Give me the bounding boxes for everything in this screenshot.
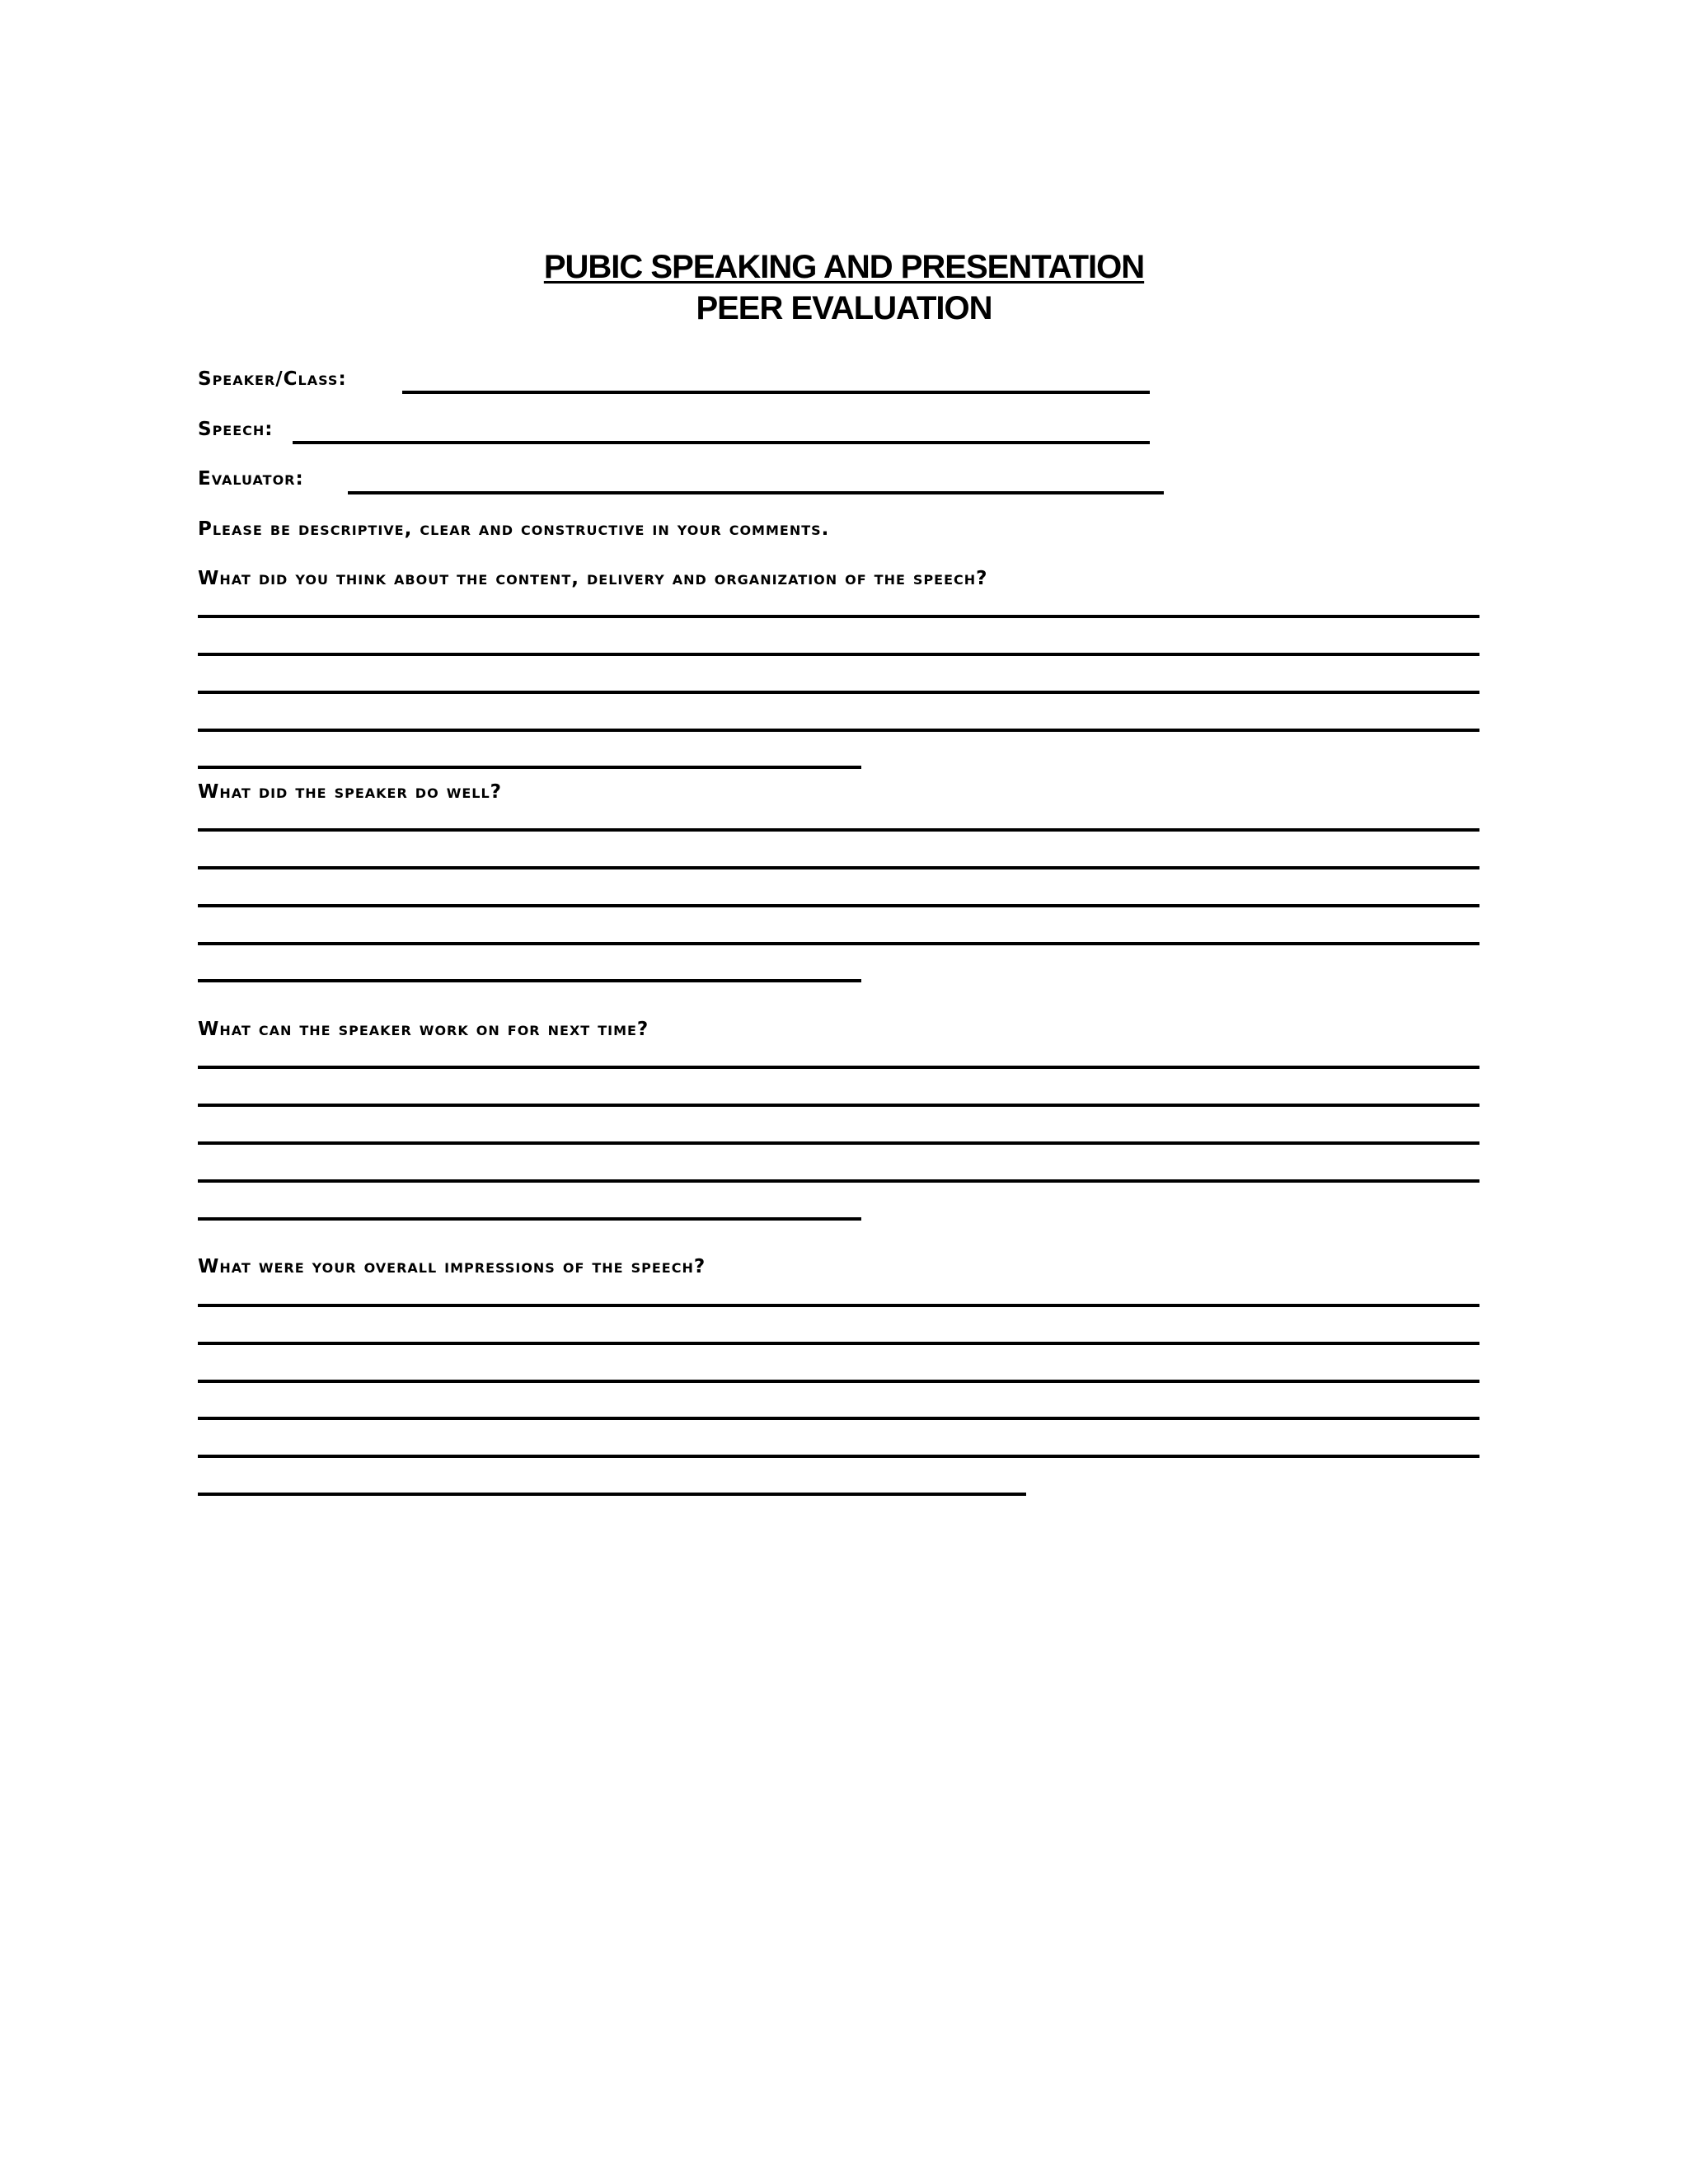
question-1-answer-line[interactable] — [198, 653, 1479, 656]
evaluator-field[interactable] — [348, 491, 1164, 494]
page-title-text: PUBIC SPEAKING AND PRESENTATION — [543, 249, 1145, 285]
question-1-answer-line[interactable] — [198, 729, 1479, 732]
question-1-answer-line[interactable] — [198, 615, 1479, 618]
question-2-label: What did the speaker do well? — [198, 781, 503, 803]
question-4-answer-line[interactable] — [198, 1342, 1479, 1345]
question-4-answer-line[interactable] — [198, 1380, 1479, 1383]
page-title — [0, 247, 1688, 287]
evaluator-label: Evaluator: — [198, 468, 304, 490]
question-1-answer-line[interactable] — [198, 766, 861, 769]
question-3-answer-line[interactable] — [198, 1104, 1479, 1107]
question-3-answer-line[interactable] — [198, 1179, 1479, 1183]
speaker-class-label: Speaker/Class: — [198, 368, 347, 390]
question-4-answer-line[interactable] — [198, 1304, 1479, 1307]
question-2-answer-line[interactable] — [198, 828, 1479, 832]
question-4-answer-line[interactable] — [198, 1493, 1026, 1496]
question-1-label: What did you think about the content, delivery and organization of the speech? — [198, 568, 988, 589]
speaker-class-field[interactable] — [402, 391, 1150, 394]
question-2-answer-line[interactable] — [198, 904, 1479, 907]
question-2-answer-line[interactable] — [198, 942, 1479, 945]
question-1-answer-line[interactable] — [198, 691, 1479, 694]
question-4-answer-line[interactable] — [198, 1455, 1479, 1458]
question-3-answer-line[interactable] — [198, 1141, 1479, 1145]
instructions-text: Please be descriptive, clear and constructive in your comments. — [198, 518, 830, 540]
speech-field[interactable] — [293, 441, 1150, 444]
question-2-answer-line[interactable] — [198, 979, 861, 982]
question-3-answer-line[interactable] — [198, 1066, 1479, 1069]
page-subtitle: PEER EVALUATION — [696, 290, 992, 326]
question-3-label: What can the speaker work on for next time? — [198, 1019, 649, 1040]
question-4-label: What were your overall impressions of the speech? — [198, 1256, 706, 1277]
question-2-answer-line[interactable] — [198, 866, 1479, 869]
speech-label: Speech: — [198, 419, 274, 440]
question-4-answer-line[interactable] — [198, 1417, 1479, 1420]
question-3-answer-line[interactable] — [198, 1217, 861, 1221]
